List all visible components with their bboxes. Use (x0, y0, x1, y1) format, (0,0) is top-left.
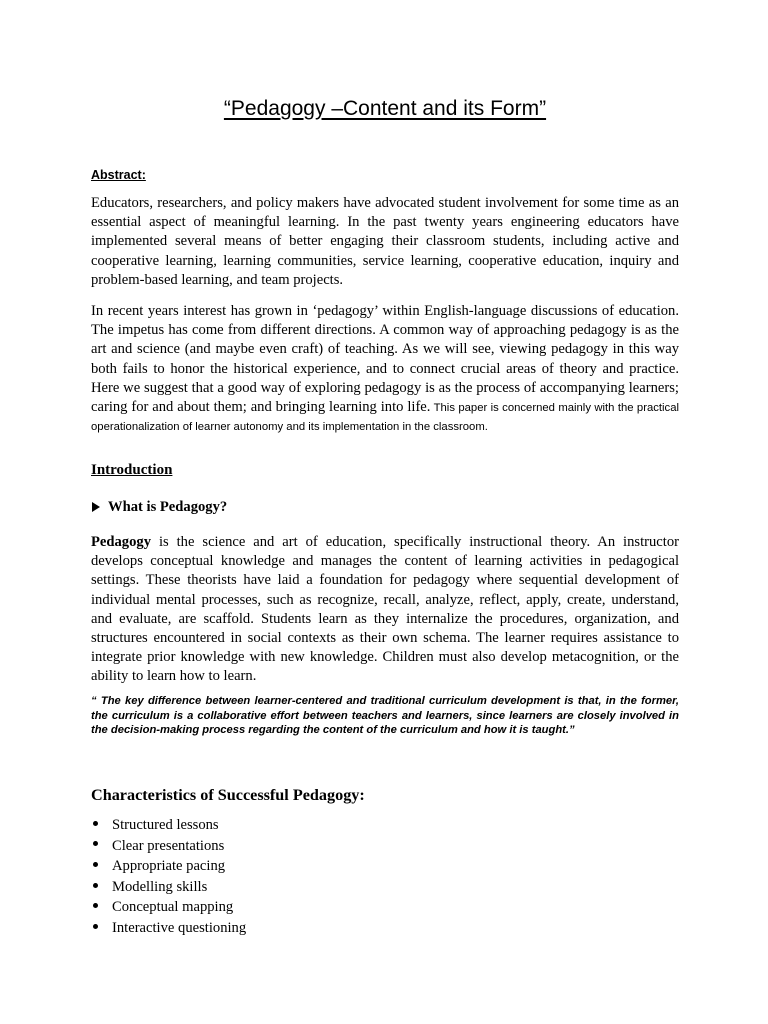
abstract-paragraph-2-tail: This paper is concerned mainly with the practical operationalization of learner autonomy and its implementation in the classroom. (91, 402, 679, 434)
list-item-text: Interactive questioning (112, 919, 247, 936)
bullet-icon (93, 841, 98, 846)
list-item (91, 877, 246, 898)
bullet-icon (93, 924, 98, 929)
bullet-icon (93, 862, 98, 867)
list-item (91, 836, 246, 857)
list-item (91, 815, 246, 836)
characteristics-heading: Characteristics of Successful Pedagogy: (91, 786, 365, 804)
arrow-bullet-icon (92, 502, 100, 512)
abstract-paragraph-1: Educators, researchers, and policy makers have advocated student involvement for some time as an essential aspect of meaningful learning. In the past twenty years engineering educators have implemented several means of better engaging their classroom students, including active and cooperative learning, learning communities, service learning, cooperative education, inquiry and problem-based learning, and team projects. (91, 195, 679, 288)
bullet-icon (93, 903, 98, 908)
pedagogy-lead-term: Pedagogy (91, 534, 151, 550)
list-item-text: Appropriate pacing (112, 858, 226, 875)
bullet-icon (93, 883, 98, 888)
bullet-icon (93, 821, 98, 826)
list-item (91, 897, 246, 918)
pedagogy-definition-body: is the science and art of education, specifically instructional theory. An instructor develops conceptual knowledge and manages the content of learning activities in pedagogical settings. These theorists have laid a foundation for pedagogy where sequential development of individual mental processes, such as recognize, recall, analyze, reflect, apply, create, understand, and evaluate, are scaffold. Students learn as they internalize the procedures, organization, and structures encountered in social contexts as their own schema. The learner requires assistance to integrate prior knowledge with new knowledge. Children must also develop metacognition, or the ability to learn how to learn. (91, 534, 679, 685)
curriculum-quote: “ The key difference between learner-centered and traditional curriculum development is that, in the former, the curriculum is a collaborative effort between teachers and learners, since learners are closely involved in the decision-making process regarding the content of the curriculum and how it is taught.” (91, 695, 679, 737)
abstract-paragraph-2 (91, 302, 679, 436)
pedagogy-definition-paragraph (91, 533, 679, 687)
list-item-text: Clear presentations (112, 837, 225, 854)
list-item (91, 856, 246, 877)
list-item (91, 918, 246, 939)
list-item-text: Structured lessons (112, 817, 219, 833)
document-title (91, 94, 679, 124)
document-page (91, 0, 679, 1024)
list-item-text: Conceptual mapping (112, 899, 234, 916)
what-is-pedagogy-text: What is Pedagogy? (108, 499, 228, 515)
what-is-pedagogy-heading (91, 497, 227, 517)
abstract-label: Abstract: (91, 168, 146, 182)
characteristics-list (91, 815, 246, 939)
list-item-text: Modelling skills (112, 878, 208, 895)
abstract-paragraph-2-main: In recent years interest has grown in ‘pedagogy’ within English-language discussions of education. The impetus has come from different directions. A common way of approaching pedagogy is as the art and science (and maybe even craft) of teaching. As we will see, viewing pedagogy in this way both fails to honor the historical experience, and to connect crucial areas of theory and practice. Here we suggest that a good way of exploring pedagogy is as the process of accompanying learners; caring for and about them; and bringing learning into life. (91, 303, 679, 416)
document-title-text: “Pedagogy –Content and its Form” (223, 97, 547, 120)
introduction-heading: Introduction (91, 462, 173, 478)
